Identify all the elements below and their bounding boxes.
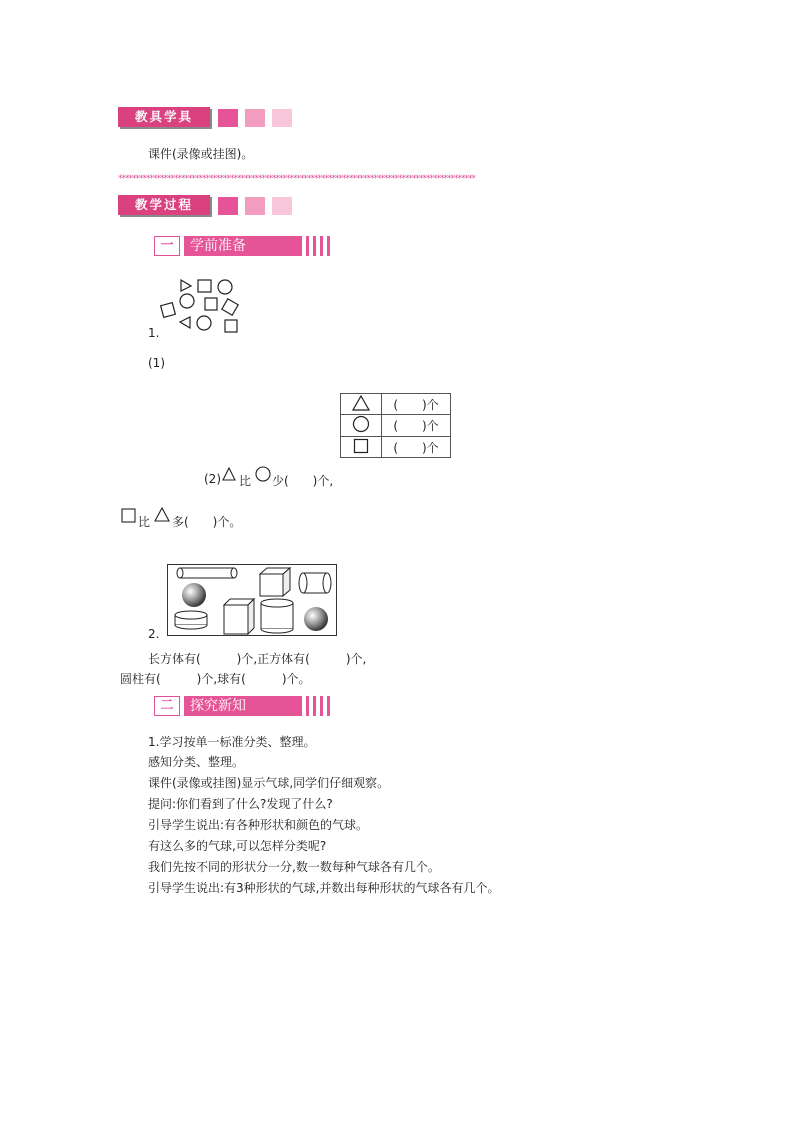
square-icon <box>198 280 211 292</box>
tools-content: 课件(录像或挂图)。 <box>148 147 254 161</box>
table-shape-cell <box>341 437 382 458</box>
stripe-decor <box>320 696 323 716</box>
triangle-icon <box>154 507 170 522</box>
circle-icon <box>352 415 370 433</box>
question-2-line-1: 长方体有( )个,正方体有( )个, <box>148 652 367 666</box>
question-2-label: 2. <box>148 627 160 641</box>
section-header-tools: 教具学具 <box>118 107 210 127</box>
circle-icon <box>218 280 232 294</box>
question-1-label: 1. <box>148 326 160 340</box>
triangle-icon <box>181 280 191 291</box>
stripe-decor <box>327 696 330 716</box>
question-1-part-1-label: (1) <box>148 356 165 370</box>
compare-text: 比 <box>239 474 252 488</box>
stripe-decor <box>320 236 323 256</box>
cylinder-icon <box>261 599 293 633</box>
subsection-number: 二 <box>154 696 180 716</box>
header-decor-square <box>218 197 238 215</box>
question-2-line-2: 圆柱有( )个,球有( )个。 <box>120 672 311 686</box>
sphere-icon <box>304 607 328 631</box>
circle-icon <box>255 466 271 482</box>
square-icon <box>222 299 238 315</box>
square-icon <box>205 298 217 310</box>
circle-icon <box>180 294 194 308</box>
subsection-header-one <box>154 236 336 256</box>
header-decor-square <box>245 109 265 127</box>
cube-icon <box>260 568 290 596</box>
triangle-icon <box>352 395 370 411</box>
cylinder-icon <box>299 573 331 593</box>
square-icon <box>225 320 237 332</box>
table-shape-cell <box>341 415 382 437</box>
header-decor-square <box>272 109 292 127</box>
body-line: 课件(录像或挂图)显示气球,同学们仔细观察。 <box>148 776 390 790</box>
shape-count-table <box>340 393 451 458</box>
square-icon <box>121 508 136 523</box>
circle-icon <box>197 316 211 330</box>
table-row <box>341 394 451 415</box>
header-decor-square <box>245 197 265 215</box>
compare-text: 比 <box>138 515 151 529</box>
cuboid-icon <box>224 599 254 634</box>
stripe-decor <box>306 236 309 256</box>
table-shape-cell <box>341 394 382 415</box>
question-1-part-2-label: (2) <box>204 472 221 486</box>
body-line: 我们先按不同的形状分一分,数一数每种气球各有几个。 <box>148 860 440 874</box>
subsection-number: 一 <box>154 236 180 256</box>
triangle-icon <box>180 317 190 328</box>
sphere-icon <box>182 583 206 607</box>
table-row <box>341 437 451 458</box>
cylinder-icon <box>175 611 207 629</box>
body-line: 引导学生说出:有各种形状和颜色的气球。 <box>148 818 369 832</box>
compare-text: 多( )个。 <box>172 515 242 529</box>
body-line: 有这么多的气球,可以怎样分类呢? <box>148 839 327 853</box>
star-divider: ****************************************************************************************************** <box>118 174 475 184</box>
solids-figure <box>168 565 336 635</box>
stripe-decor <box>327 236 330 256</box>
table-row <box>341 415 451 437</box>
table-value-cell[interactable]: ( )个 <box>382 415 451 437</box>
body-line: 感知分类、整理。 <box>148 755 245 769</box>
body-line: 提问:你们看到了什么?发现了什么? <box>148 797 333 811</box>
compare-text: 少( )个, <box>272 474 334 488</box>
subsection-title: 探究新知 <box>184 696 302 716</box>
table-value-cell[interactable]: ( )个 <box>382 394 451 415</box>
solids-figure-box <box>167 564 337 636</box>
section-header-process: 教学过程 <box>118 195 210 215</box>
body-line: 1.学习按单一标准分类、整理。 <box>148 735 316 749</box>
body-line: 引导学生说出:有3种形状的气球,并数出每种形状的气球各有几个。 <box>148 881 500 895</box>
cylinder-icon <box>177 568 237 578</box>
scattered-shapes-figure <box>158 274 248 336</box>
stripe-decor <box>313 696 316 716</box>
table-value-cell[interactable]: ( )个 <box>382 437 451 458</box>
triangle-icon <box>222 467 236 481</box>
stripe-decor <box>306 696 309 716</box>
stripe-decor <box>313 236 316 256</box>
square-icon <box>161 303 176 318</box>
header-decor-square <box>218 109 238 127</box>
subsection-title: 学前准备 <box>184 236 302 256</box>
square-icon <box>353 438 369 454</box>
subsection-header-two <box>154 696 336 716</box>
header-decor-square <box>272 197 292 215</box>
